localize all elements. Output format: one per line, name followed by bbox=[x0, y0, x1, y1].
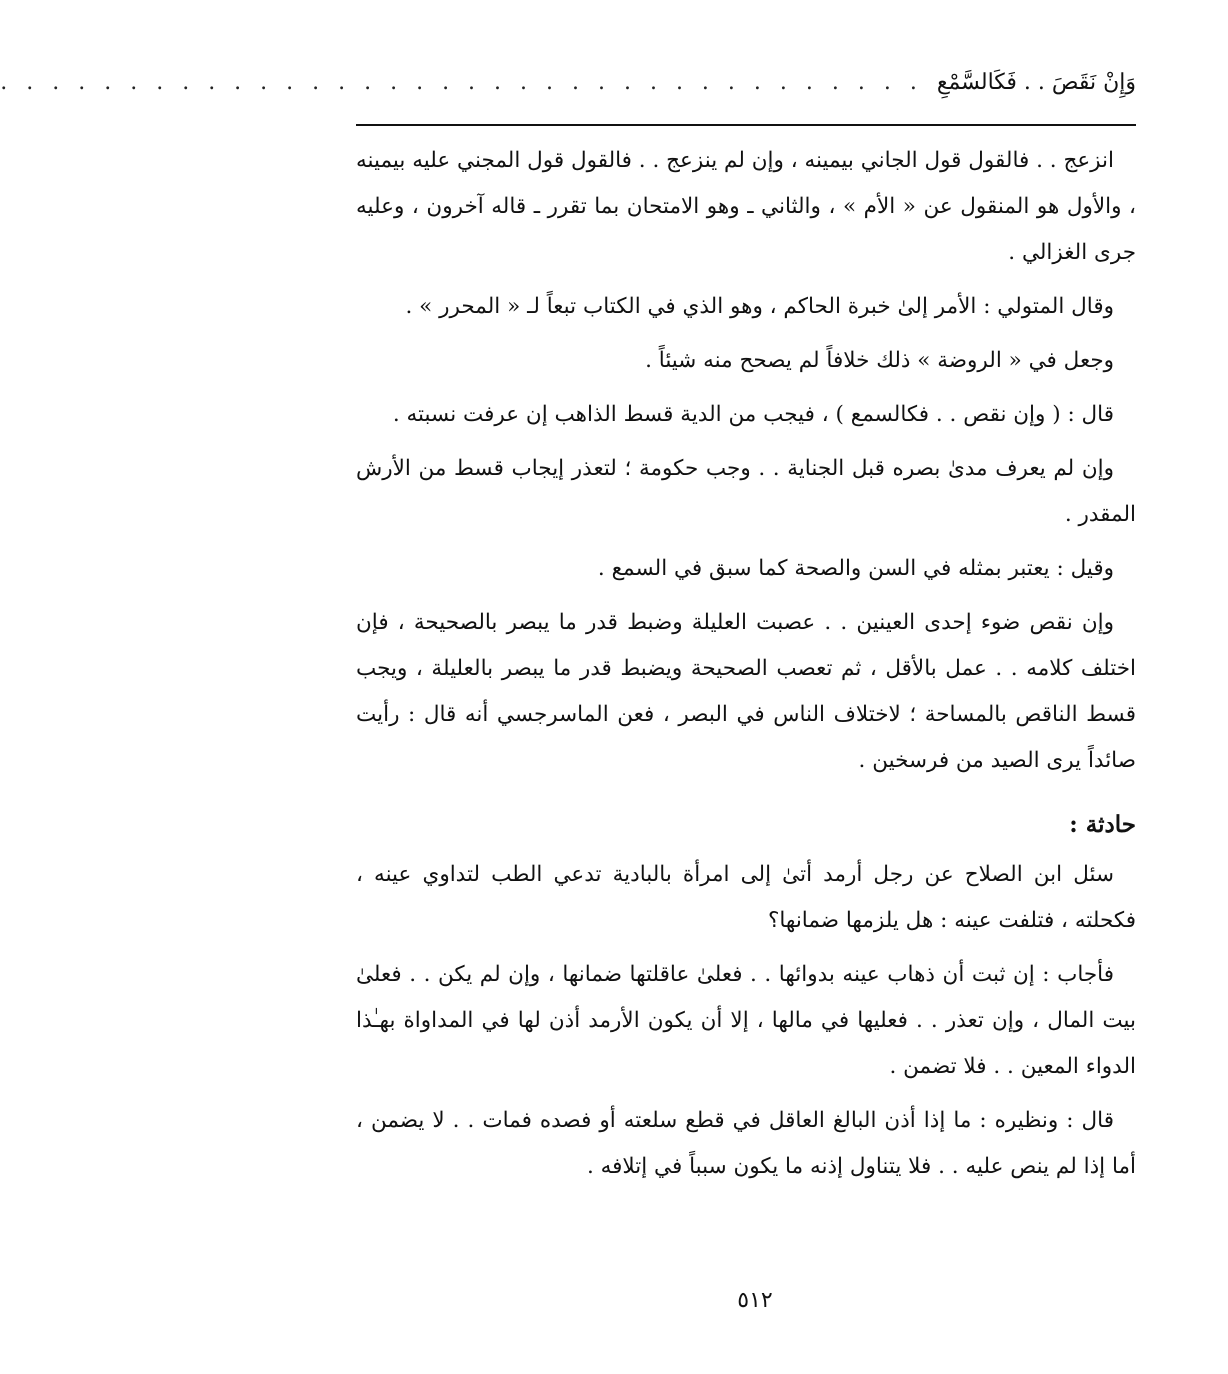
paragraph: قال : ( وإن نقص . . فكالسمع ) ، فيجب من الدية قسط الذاهب إن عرفت نسبته . bbox=[392, 402, 1114, 427]
book-page bbox=[0, 70, 1136, 1198]
page-number: ٥١٢ bbox=[737, 1288, 773, 1313]
paragraph: فأجاب : إن ثبت أن ذهاب عينه بدوائها . . فعلىٰ عاقلتها ضمانها ، وإن لم يكن . . فعلىٰ بيت المال ، وإن تعذر . . فعليها في مالها ، إلا أن يكون الأرمد أذن لها في المداواة بهـٰذا الدواء المعين . . فلا تضمن . bbox=[356, 962, 1136, 1079]
header-rule bbox=[356, 124, 1136, 126]
running-head bbox=[0, 70, 1136, 110]
section-heading: حادثة : bbox=[1069, 811, 1136, 838]
paragraph: وقيل : يعتبر بمثله في السن والصحة كما سبق في السمع . bbox=[597, 556, 1114, 581]
running-head-title: وَإِنْ نَقَصَ . . فَكَالسَّمْعِ bbox=[936, 70, 1136, 95]
paragraph: وجعل في « الروضة » ذلك خلافاً لم يصحح منه شيئاً . bbox=[645, 348, 1114, 373]
paragraph: وقال المتولي : الأمر إلىٰ خبرة الحاكم ، وهو الذي في الكتاب تبعاً لـ « المحرر » . bbox=[405, 294, 1114, 319]
paragraph: انزعج . . فالقول قول الجاني بيمينه ، وإن لم ينزعج . . فالقول قول المجني عليه بيمينه ، والأول هو المنقول عن « الأم » ، والثاني ـ وهو الامتحان بما تقرر ـ قاله آخرون ، وعليه جرى الغزالي . bbox=[356, 148, 1136, 265]
paragraph: وإن لم يعرف مدىٰ بصره قبل الجناية . . وجب حكومة ؛ لتعذر إيجاب قسط من الأرش المقدر . bbox=[356, 456, 1136, 527]
paragraph: قال : ونظيره : ما إذا أذن البالغ العاقل في قطع سلعته أو فصده فمات . . لا يضمن ، أما إذا لم ينص عليه . . فلا يتناول إذنه ما يكون سبباً في إتلافه . bbox=[356, 1108, 1136, 1179]
running-head-leader-dots: . . . . . . . . . . . . . . . . . . . . . . . . . . . . . . . . . . . . bbox=[0, 70, 923, 95]
paragraph: سئل ابن الصلاح عن رجل أرمد أتىٰ إلى امرأة بالبادية تدعي الطب لتداوي عينه ، فكحلته ، فتلفت عينه : هل يلزمها ضمانها؟ bbox=[356, 862, 1136, 933]
paragraph: وإن نقص ضوء إحدى العينين . . عصبت العليلة وضبط قدر ما يبصر بالصحيحة ، فإن اختلف كلامه . . عمل بالأقل ، ثم تعصب الصحيحة ويضبط قدر ما يبصر بالعليلة ، ويجب قسط الناقص بالمساحة ؛ لاختلاف الناس في البصر ، فعن الماسرجسي أنه قال : رأيت صائداً يرى الصيد من فرسخين . bbox=[356, 610, 1136, 773]
